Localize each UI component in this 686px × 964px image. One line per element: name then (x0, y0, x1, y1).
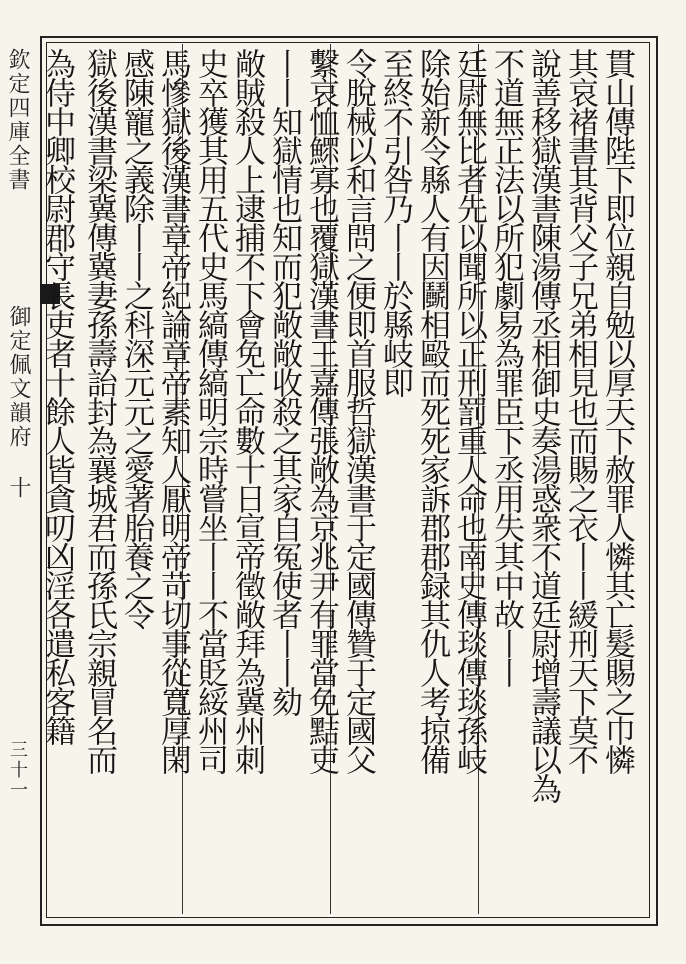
column-text: 說善移獄漢書陳湯傳丞相御史奏湯惑衆不道廷尉增壽議以為 (525, 48, 561, 802)
page-number (4, 740, 44, 800)
column-text: 感陳寵之義除丨丨之科深元元之愛著胎養之令 (118, 48, 154, 628)
column-text: 史卒獲其用五代史馬縞傳縞明宗時嘗坐丨丨不當貶綏州司 (192, 48, 228, 773)
column-text: 馬慘獄後漢書章帝紀論章帝素知人厭明帝苛切事從寬厚閑 (155, 48, 191, 773)
column-text: 貫山傳陛下即位親自勉以厚天下赦罪人憐其亡髮賜之巾憐 (599, 48, 635, 773)
column-text: 令脫械以和言問之便即首服哲獄漢書于定國傳贊于定國父 (340, 48, 376, 773)
column-text: 丨丨知獄情也知而犯敞敞收殺之其家自冤使者丨丨劾 (266, 48, 302, 715)
margin-title-text: 欽定四庫全書 (5, 48, 30, 192)
column-text: 廷尉無比者先以聞所以正刑罰重人命也南史傳琰傳琰孫岐 (451, 48, 487, 773)
column-text: 繫哀恤鰥寡也覆獄漢書王嘉傳張敞為京兆尹有罪當免黠吏 (303, 48, 339, 773)
page-number-text: 三十一 (7, 740, 28, 800)
column-text: 除始新令縣人有因鬭相毆而死死家訴郡郡録其仇人考掠備 (414, 48, 450, 773)
column-text: 敞賊殺人上逮捕不下會免亡命數十日宣帝徵敞拜為冀州刺 (229, 48, 265, 773)
column-text: 為侍中卿校尉郡守長吏者十餘人皆貪叨凶淫各遣私客籍 (39, 48, 75, 744)
column-text: 至終不引咎乃丨丨於縣岐即 (377, 48, 413, 396)
column-text: 其哀褚書其背父子兄弟相見也而賜之衣丨丨緩刑天下莫不 (562, 48, 598, 773)
text-column (39, 48, 80, 913)
column-text: 獄後漢書梁冀傳冀妻孫壽詒封為襄城君而孫氏宗親冒名而 (81, 48, 117, 773)
margin-book-title-text: 御定佩文韻府 十 (6, 305, 31, 500)
text-column (76, 48, 122, 913)
column-text: 不道無正法以所犯劇易為罪臣下丞用失其中故丨丨 (488, 48, 524, 686)
